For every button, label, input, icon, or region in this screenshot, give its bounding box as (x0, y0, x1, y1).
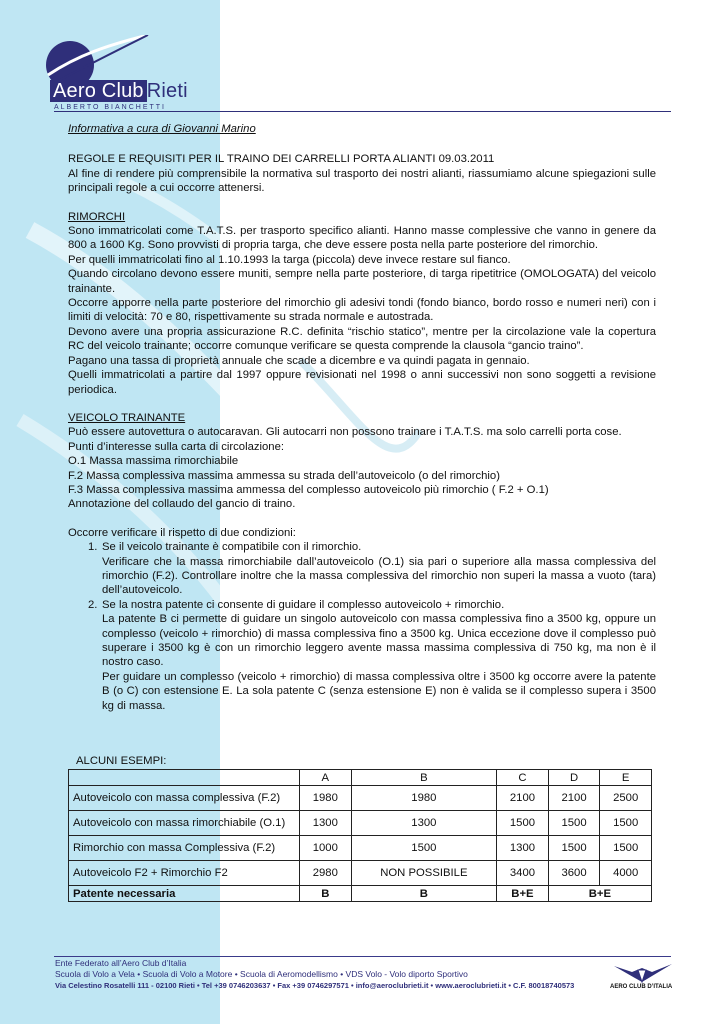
document-body (68, 122, 656, 713)
table-cell: 4000 (600, 861, 652, 886)
table-cell: 1500 (600, 811, 652, 836)
header-rule (54, 111, 671, 112)
footer-schools: Scuola di Volo a Vela • Scuola di Volo a Motore • Scuola di Aeromodellismo • VDS Volo - Volo diporto Sportivo (55, 969, 468, 979)
table-cell: 3600 (548, 861, 600, 886)
conditions-list (68, 540, 656, 713)
brand-name (50, 80, 188, 103)
rimorchi-paragraph: Pagano una tassa di proprietà annuale che scade a dicembre e va quindi pagata in gennaio. (68, 354, 530, 367)
table-row (69, 836, 652, 861)
table-cell: 1300 (497, 836, 549, 861)
table-cell: B+E (548, 886, 651, 902)
table-cell: 1300 (300, 811, 352, 836)
aero-club-logo-icon (38, 35, 223, 115)
table-row (69, 811, 652, 836)
condition-item (68, 598, 656, 713)
table-cell: Rimorchio con massa Complessiva (F.2) (69, 836, 300, 861)
table-cell: B (300, 886, 352, 902)
condition-number: 1. (88, 541, 98, 554)
condition-line: La patente B ci permette di guidare un singolo autoveicolo con massa complessiva fino a 3500 kg, oppure un complesso (veicolo + rimorchio) di massa complessiva fino a 3500 kg. Unica eccezione dove il complesso può superare i 3500 kg è con un rimorchio leggero avente massa massima complessiva di 750 kg, ma non è il nostro caso. (102, 613, 656, 669)
table-cell: 1500 (600, 836, 652, 861)
footer-logo-caption: AERO CLUB D’ITALIA (610, 984, 673, 990)
brand-name-rest: Rieti (146, 80, 188, 102)
veicolo-paragraph: Punti d’interesse sulla carta di circolazione: (68, 440, 285, 453)
table-cell: 1300 (351, 811, 497, 836)
veicolo-paragraph: Può essere autovettura o autocaravan. Gli autocarri non possono trainare i T.A.T.S. ma solo carrelli porta cose. (68, 426, 622, 439)
table-cell: 1980 (351, 786, 497, 811)
table-header-cell (69, 770, 300, 786)
table-row (69, 861, 652, 886)
table-header-cell: A (300, 770, 352, 786)
table-header-row (69, 770, 652, 786)
table-cell: NON POSSIBILE (351, 861, 497, 886)
table-header-cell: B (351, 770, 497, 786)
section-title-rimorchi: RIMORCHI (68, 210, 126, 223)
footer-federation: Ente Federato all’Aero Club d’Italia (55, 958, 187, 968)
conditions-intro: Occorre verificare il rispetto di due condizioni: (68, 526, 296, 539)
veicolo-paragraph: F.3 Massa complessiva massima ammessa del complesso autoveicolo più rimorchio ( F.2 + O.1) (68, 483, 549, 496)
table-row (69, 786, 652, 811)
table-cell: Autoveicolo F2 + Rimorchio F2 (69, 861, 300, 886)
table-cell: 1500 (548, 811, 600, 836)
document-heading: REGOLE E REQUISITI PER IL TRAINO DEI CARRELLI PORTA ALIANTI 09.03.2011 (68, 153, 495, 166)
condition-line: Se la nostra patente ci consente di guidare il complesso autoveicolo + rimorchio. (102, 598, 505, 611)
table-cell: Autoveicolo con massa rimorchiabile (O.1) (69, 811, 300, 836)
brand-subtitle: ALBERTO BIANCHETTI (54, 104, 166, 111)
table-cell: B (351, 886, 497, 902)
rimorchi-paragraph: Sono immatricolati come T.A.T.S. per trasporto specifico alianti. Hanno masse complessive che vanno in genere da 800 a 1600 Kg. Sono provvisti di propria targa, che deve essere posta nella parte posteriore del rimorchio. (68, 225, 656, 252)
footer-rule (54, 956, 671, 957)
rimorchi-paragraph: Occorre apporre nella parte posteriore del rimorchio gli adesivi tondi (fondo bianco, bordo rosso e numeri neri) con i limiti di velocità: 70 e 80, rispettivamente su strada normale e autostrada. (68, 297, 656, 324)
table-cell: 2500 (600, 786, 652, 811)
veicolo-paragraph: Annotazione del collaudo del gancio di traino. (68, 498, 296, 511)
table-header-cell: E (600, 770, 652, 786)
rimorchi-paragraph: Quelli immatricolati a partire dal 1997 oppure revisionati nel 1998 o anni successivi non sono soggetti a revisione periodica. (68, 369, 656, 396)
table-cell: Autoveicolo con massa complessiva (F.2) (69, 786, 300, 811)
footer-contacts: Via Celestino Rosatelli 111 - 02100 Rieti • Tel +39 0746203637 • Fax +39 0746297571 • info@aeroclubrieti.it • www.aeroclubrieti.it • C.F. 80018740573 (55, 981, 575, 990)
table-cell: 2100 (548, 786, 600, 811)
veicolo-paragraph: F.2 Massa complessiva massima ammessa su strada dell’autoveicolo (o del rimorchio) (68, 469, 500, 482)
rimorchi-paragraph: Per quelli immatricolati fino al 1.10.1993 la targa (piccola) deve invece restare sul fianco. (68, 253, 511, 266)
condition-item (68, 540, 656, 598)
footer (55, 958, 615, 991)
table-cell: 1500 (351, 836, 497, 861)
brand-name-box: Aero Club (50, 80, 147, 102)
examples-table (68, 769, 652, 902)
section-title-veicolo: VEICOLO TRAINANTE (68, 411, 186, 424)
table-cell: 3400 (497, 861, 549, 886)
table-row-license (69, 886, 652, 902)
table-header-cell: C (497, 770, 549, 786)
examples-label: ALCUNI ESEMPI: (76, 755, 167, 767)
veicolo-paragraph: O.1 Massa massima rimorchiabile (68, 455, 239, 468)
rimorchi-paragraph: Devono avere una propria assicurazione R.C. definita “rischio statico”, mentre per la circolazione vale la copertura RC del veicolo trainante; occorre comunque verificare se questa comprende la clausola “gancio traino”. (68, 325, 656, 353)
table-cell: 1000 (300, 836, 352, 861)
table-cell: B+E (497, 886, 549, 902)
rimorchi-paragraph: Quando circolano devono essere muniti, sempre nella parte posteriore, di targa ripetitrice (OMOLOGATA) del veicolo trainante. (68, 268, 656, 295)
table-cell: Patente necessaria (69, 886, 300, 902)
table-cell: 1500 (497, 811, 549, 836)
condition-number: 2. (88, 598, 98, 611)
condition-line: Per guidare un complesso (veicolo + rimorchio) di massa complessiva oltre i 3500 kg occorre avere la patente B (o C) con estensione E. La sola patente C (senza estensione E) non è valida se il complesso supera i 3500 kg di massa. (102, 670, 656, 712)
condition-line: Se il veicolo trainante è compatibile con il rimorchio. (102, 541, 362, 554)
table-cell: 2980 (300, 861, 352, 886)
condition-line: Verificare che la massa rimorchiabile dall’autoveicolo (O.1) sia pari o superiore alla massa complessiva del rimorchio (F.2). Controllare inoltre che la massa complessiva del rimorchio non superi la massa a vuoto (tara) dell’autoveicolo. (102, 555, 656, 597)
table-cell: 1980 (300, 786, 352, 811)
table-cell: 1500 (548, 836, 600, 861)
author-line: Informativa a cura di Giovanni Marino (68, 123, 256, 135)
intro-paragraph: Al fine di rendere più comprensibile la normativa sul trasporto dei nostri alianti, riassumiamo alcune spiegazioni sulle principali regole a cui occorre attenersi. (68, 167, 656, 195)
table-header-cell: D (548, 770, 600, 786)
table-cell: 2100 (497, 786, 549, 811)
